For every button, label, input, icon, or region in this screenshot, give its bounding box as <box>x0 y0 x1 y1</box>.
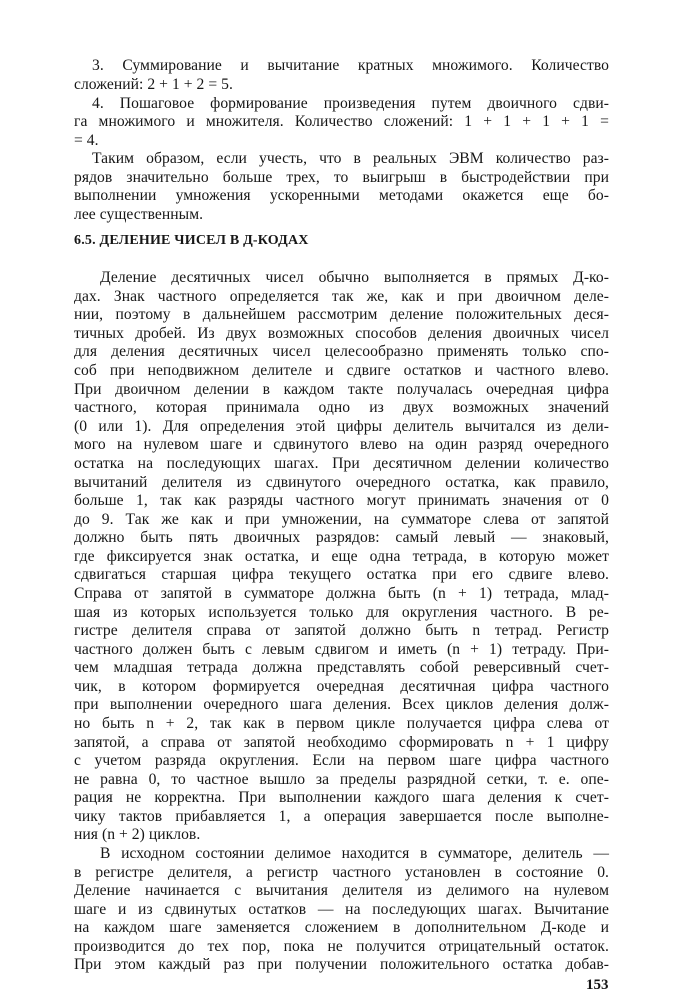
text-line: производится до тех пор, пока не получится отрицательный остаток. <box>74 938 609 955</box>
text-line: ния (n + 2) циклов. <box>74 826 201 843</box>
text-line: но быть n + 2, так как в первом цикле получается цифра слева от <box>74 715 609 732</box>
text-line: рядов значительно больше трех, то выигрыш в быстродействии при <box>74 169 609 186</box>
text-line: Таким образом, если учесть, что в реальных ЭВМ количество раз- <box>92 150 609 167</box>
text-line: сложений: 2 + 1 + 2 = 5. <box>74 76 233 93</box>
text-line: чику тактов прибавляется 1, а операция завершается после выполне- <box>74 808 609 825</box>
text-line: нии, поэтому в дальнейшем рассмотрим деление положительных деся- <box>74 306 609 323</box>
text-line: При двоичном делении в каждом такте получалась очередная цифра <box>74 381 609 398</box>
text-line: Справа от запятой в сумматоре должна быть (n + 1) тетрада, млад- <box>74 585 609 602</box>
page-number: 153 <box>586 977 609 993</box>
text-line: с учетом разряда округления. Если на первом шаге цифра частного <box>74 752 609 769</box>
text-line: В исходном состоянии делимое находится в сумматоре, делитель — <box>100 845 609 862</box>
text-line: при выполнении очередного шага деления. Всех циклов деления долж- <box>74 696 609 713</box>
text-line: лее существенным. <box>74 206 204 223</box>
text-line: га множимого и множителя. Количество сложений: 1 + 1 + 1 + 1 = <box>74 113 609 130</box>
text-line: 4. Пошаговое формирование произведения путем двоичного сдви- <box>92 95 609 112</box>
text-line: выполнении умножения ускоренными методами окажется еще бо- <box>74 187 609 204</box>
text-line: Деление начинается с вычитания делителя из делимого на нулевом <box>74 882 609 899</box>
text-line: Деление десятичных чисел обычно выполняется в прямых Д-ко- <box>100 269 609 286</box>
text-line: для деления десятичных чисел целесообразно применять только спо- <box>74 343 609 360</box>
text-line: тичных дробей. Из двух возможных способов деления двоичных чисел <box>74 325 609 342</box>
text-line: частного, которая принимала одно из двух возможных значений <box>74 399 609 416</box>
text-line: дах. Знак частного определяется так же, как и при двоичном деле- <box>74 288 609 305</box>
text-line: мого на нулевом шаге и сдвинутого влево на один разряд очередного <box>74 436 609 453</box>
text-line: чик, в котором формируется очередная десятичная цифра частного <box>74 678 609 695</box>
text-line: = 4. <box>74 132 99 149</box>
text-line: шаге и из сдвинутых остатков — на последующих шагах. Вычитание <box>74 901 609 918</box>
text-line: запятой, а справа от запятой необходимо сформировать n + 1 цифру <box>74 734 609 751</box>
section-heading: 6.5. ДЕЛЕНИЕ ЧИСЕЛ В Д-КОДАХ <box>74 233 309 248</box>
text-line: больше 1, так как разряды частного могут принимать значения от 0 <box>74 492 609 509</box>
text-line: соб при неподвижном делителе и сдвиге остатков и частного влево. <box>74 362 609 379</box>
text-line: в регистре делителя, а регистр частного установлен в состояние 0. <box>74 864 609 881</box>
text-line: сдвигаться старшая цифра текущего остатка при его сдвиге влево. <box>74 566 609 583</box>
text-line: до 9. Так же как и при умножении, на сумматоре слева от запятой <box>74 511 609 528</box>
text-line: должно быть пять двоичных разрядов: самый левый — знаковый, <box>74 529 609 546</box>
text-line: не равна 0, то частное вышло за пределы разрядной сетки, т. е. опе- <box>74 771 609 788</box>
text-line: частного должен быть с левым сдвигом и иметь (n + 1) тетраду. При- <box>74 641 609 658</box>
text-line: При этом каждый раз при получении положительного остатка добав- <box>74 956 609 973</box>
text-line: 3. Суммирование и вычитание кратных множимого. Количество <box>92 57 609 74</box>
text-line: рация не корректна. При выполнении каждого шага деления к счет- <box>74 789 609 806</box>
text-line: (0 или 1). Для определения этой цифры делитель вычитался из дели- <box>74 418 609 435</box>
text-line: вычитаний делителя из сдвинутого очередного остатка, как правило, <box>74 474 609 491</box>
text-line: остатка на последующих шагах. При десятичном делении количество <box>74 455 609 472</box>
text-line: шая из которых используется только для округления частного. В ре- <box>74 604 609 621</box>
text-line: на каждом шаге заменяется сложением в дополнительном Д-коде и <box>74 919 609 936</box>
text-line: где фиксируется знак остатка, и еще одна тетрада, в которую может <box>74 548 609 565</box>
text-line: чем младшая тетрада должна представлять собой реверсивный счет- <box>74 659 609 676</box>
text-line: гистре делителя справа от запятой должно быть n тетрад. Регистр <box>74 622 609 639</box>
